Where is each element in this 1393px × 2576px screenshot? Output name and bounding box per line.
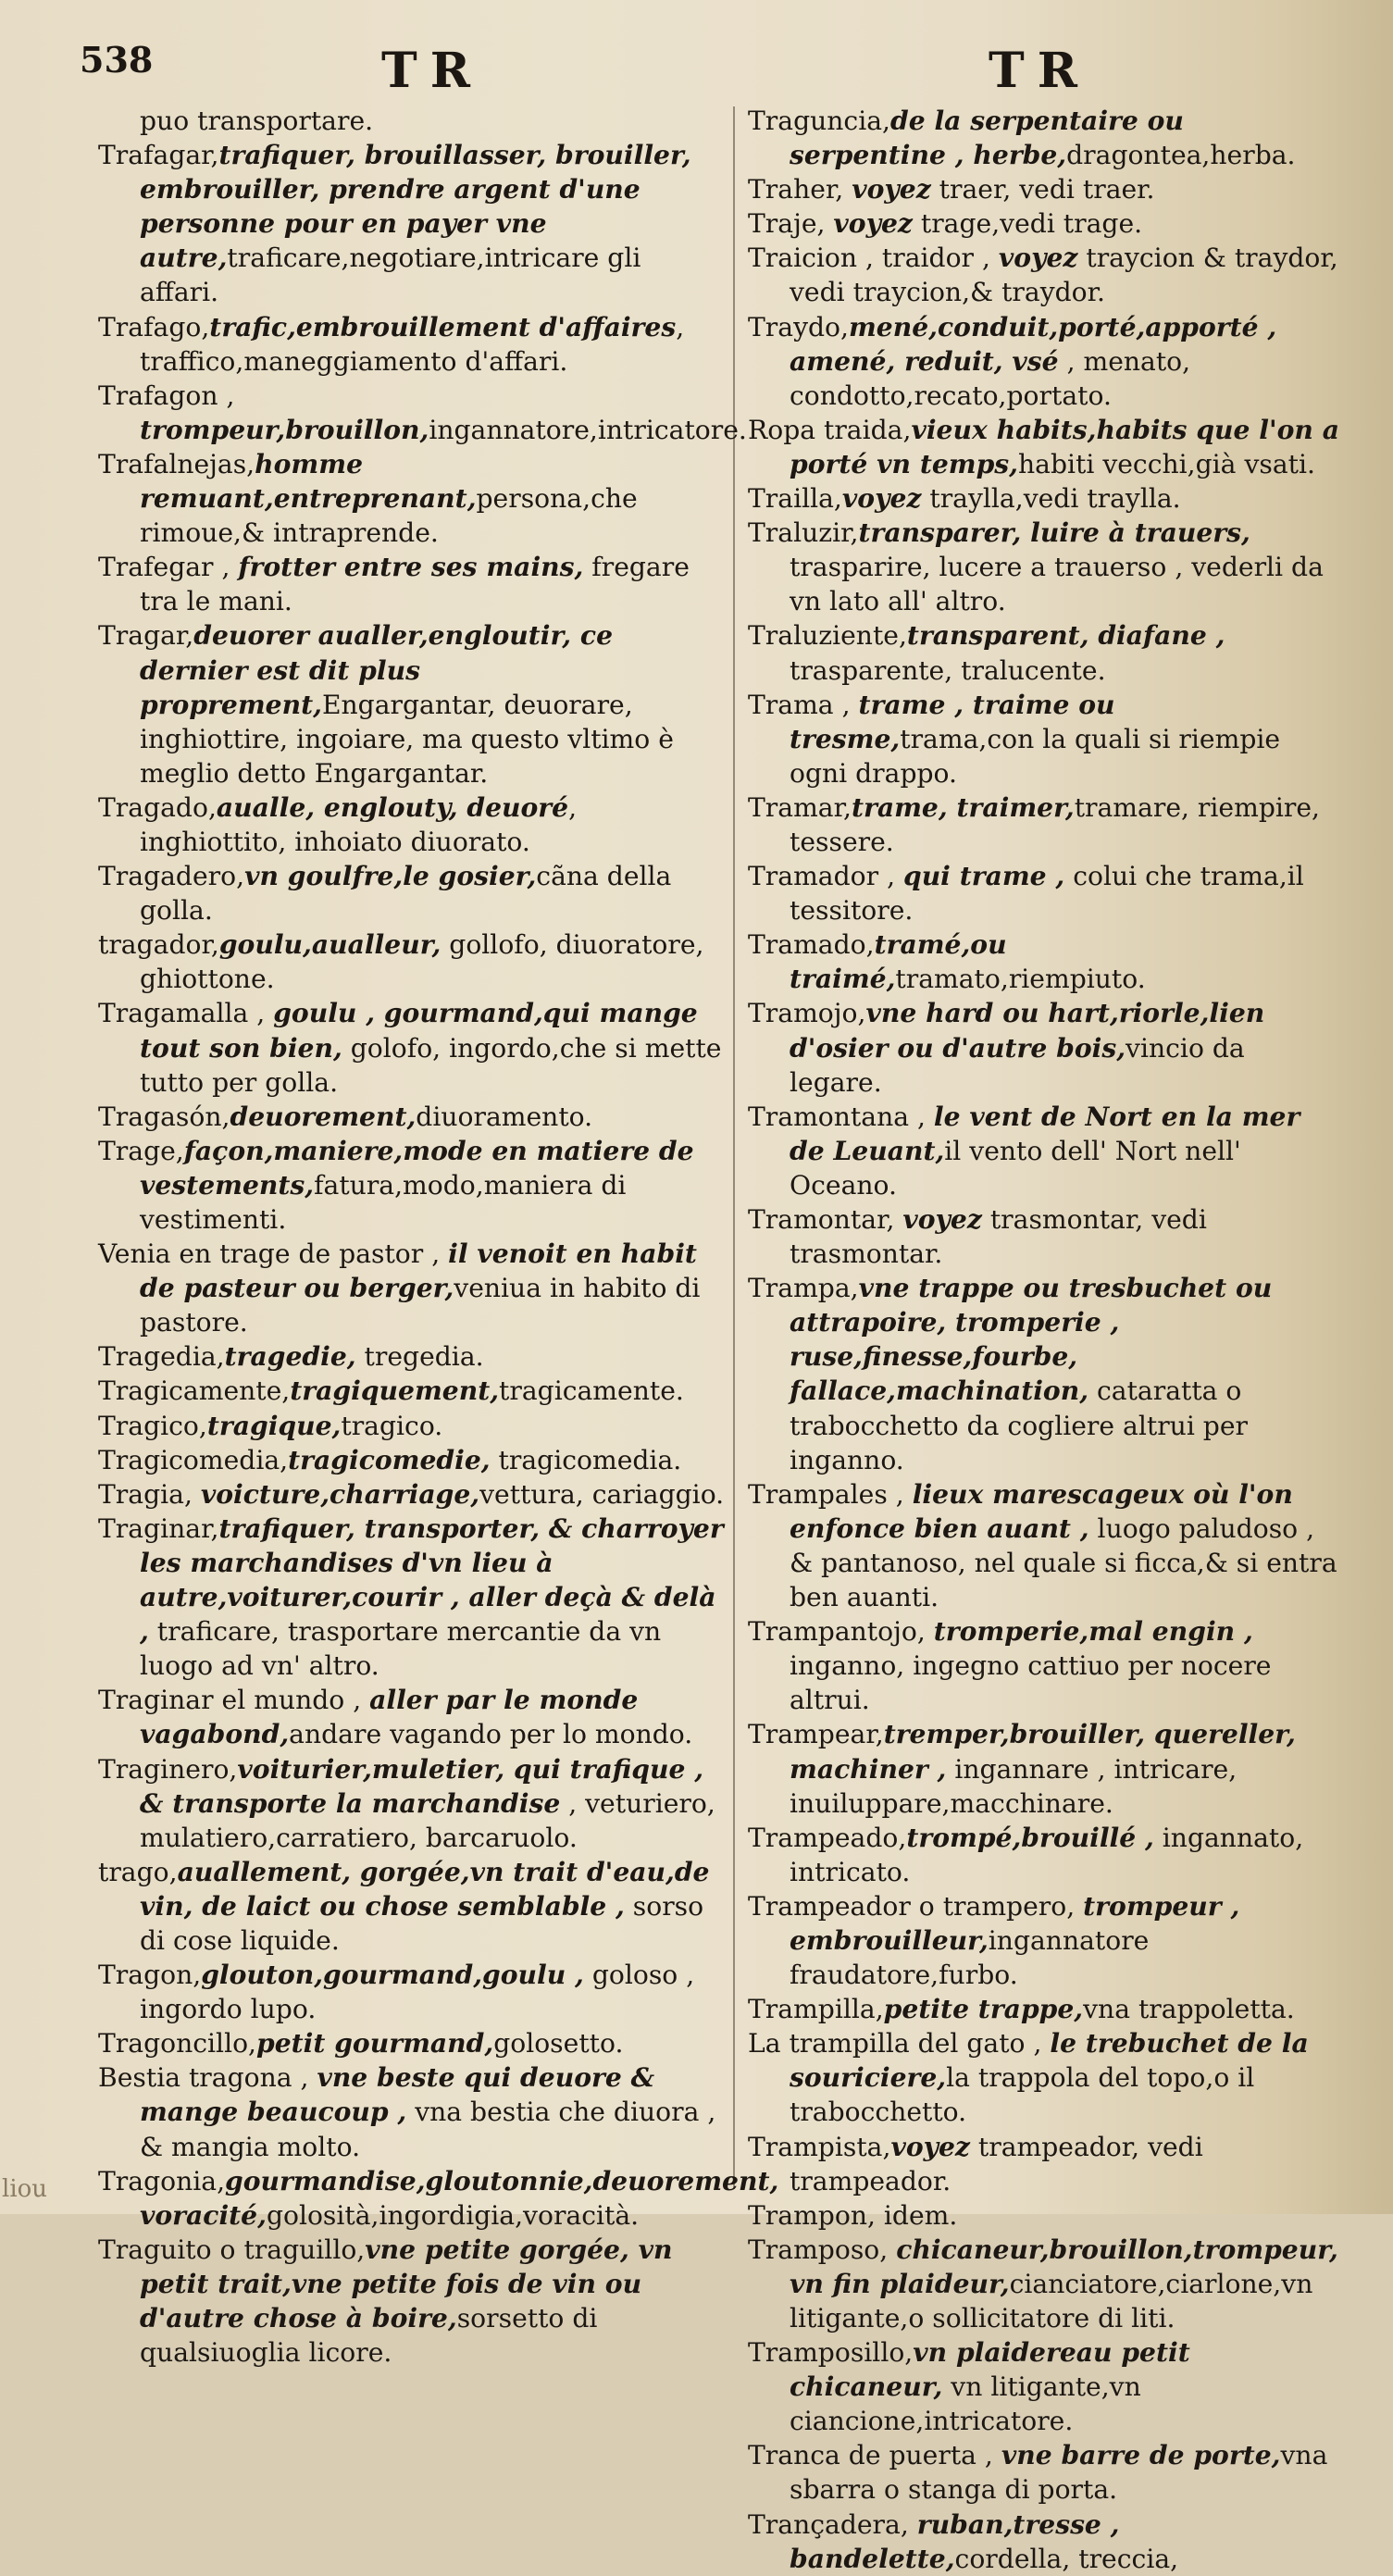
dictionary-entry xyxy=(748,996,1342,1099)
dictionary-entry xyxy=(748,1271,1342,1477)
dictionary-entry xyxy=(748,172,1342,206)
headword: Traginar el mundo , xyxy=(98,1685,370,1716)
italian-gloss: tramato,riempiuto. xyxy=(895,964,1146,995)
headword: Tragia, xyxy=(98,1478,201,1510)
dictionary-entry xyxy=(98,996,728,1099)
headword: Tragico, xyxy=(98,1410,207,1441)
dictionary-entry xyxy=(748,1889,1342,1992)
dictionary-entry xyxy=(748,927,1342,996)
french-gloss: deuorement, xyxy=(230,1101,417,1132)
italian-gloss: la trappola del topo,o il trabocchetto. xyxy=(790,2062,1255,2128)
dictionary-entry xyxy=(98,2026,728,2060)
headword: Trampon, idem. xyxy=(748,2199,958,2231)
french-gloss: tromperie,mal engin , xyxy=(933,1616,1253,1648)
headword: Traluziente, xyxy=(748,620,907,652)
italian-gloss: vettura, cariaggio. xyxy=(479,1478,725,1510)
dictionary-entry xyxy=(748,413,1342,481)
italian-gloss: , veturiero, mulatiero,carratiero, barcaruolo. xyxy=(140,1787,715,1853)
italian-gloss: dragontea,herba. xyxy=(1066,140,1296,171)
french-gloss: trompé,brouillé , xyxy=(906,1822,1154,1853)
french-gloss: voyez xyxy=(833,208,913,240)
headword: Trage, xyxy=(98,1135,184,1166)
italian-gloss: gollofo, diuoratore, ghiottone. xyxy=(140,929,704,995)
dictionary-entry xyxy=(748,2508,1342,2576)
french-gloss: vne barre de porte, xyxy=(1001,2440,1281,2471)
headword: Tragon, xyxy=(98,1960,202,1991)
dictionary-entry xyxy=(748,1821,1342,1889)
headword: Venia en trage de pastor , xyxy=(98,1238,449,1270)
headword: Traguncia, xyxy=(748,106,890,136)
italian-gloss: traficare,negotiare,intricare gli affari. xyxy=(140,243,641,308)
french-gloss: tragiquement, xyxy=(290,1375,500,1407)
french-gloss: voyez xyxy=(841,483,922,515)
italian-gloss: golofo, ingordo,che si mette tutto per golla. xyxy=(140,1032,722,1098)
italian-gloss: golosetto. xyxy=(493,2028,624,2060)
italian-gloss: , traffico,maneggiamento d'affari. xyxy=(140,311,685,377)
dictionary-entry xyxy=(98,447,728,550)
italian-gloss: diuoramento. xyxy=(416,1101,593,1132)
french-gloss: petit gourmand, xyxy=(256,2028,494,2060)
italian-gloss: ingannatore,intricatore. xyxy=(429,414,747,445)
headword: Traginero, xyxy=(98,1753,238,1785)
dictionary-entry xyxy=(98,1855,728,1958)
dictionary-entry xyxy=(98,310,728,379)
dictionary-entry xyxy=(98,1958,728,2026)
page-number: 538 xyxy=(80,39,154,81)
italian-gloss: cataratta o trabocchetto da cogliere altrui per inganno. xyxy=(790,1375,1249,1475)
italian-gloss: trasmontar, vedi trasmontar. xyxy=(790,1204,1207,1270)
french-gloss: voicture,charriage, xyxy=(200,1478,480,1510)
dictionary-entry xyxy=(748,481,1342,516)
dictionary-entry xyxy=(748,1992,1342,2026)
running-head-right: TR xyxy=(989,43,1090,99)
french-gloss: transparer, luire à trauers, xyxy=(858,517,1250,549)
italian-gloss: cãna della golla. xyxy=(140,861,672,927)
headword: Tragadero, xyxy=(98,861,245,892)
headword: Trafagon , xyxy=(98,380,235,411)
dictionary-entry xyxy=(98,1134,728,1237)
french-gloss: voyez xyxy=(890,2131,970,2162)
headword: Trampales , xyxy=(748,1478,913,1510)
italian-gloss: Engargantar, deuorare, inghiottire, ingoiare, ma questo vltimo è meglio detto Engargantar. xyxy=(140,689,674,789)
italian-gloss: ingannato, intricato. xyxy=(790,1822,1304,1887)
french-gloss: voiturier,muletier, qui trafique , & transporte la marchandise xyxy=(140,1753,704,1819)
french-gloss: trompeur,brouillon, xyxy=(140,414,429,445)
french-gloss: ruban,tresse , bandelette, xyxy=(790,2508,1120,2574)
french-gloss: vn plaidereau petit chicaneur, xyxy=(790,2337,1190,2403)
french-gloss: deuorer aualler,engloutir, ce dernier est dit plus proprement, xyxy=(140,620,614,720)
dictionary-entry xyxy=(748,2335,1342,2438)
italian-gloss: vna trappoletta. xyxy=(1083,1994,1295,2025)
italian-gloss: tragicamente. xyxy=(499,1375,684,1407)
dictionary-entry xyxy=(748,1477,1342,1614)
french-gloss: petite trappe, xyxy=(883,1994,1084,2025)
dictionary-entry xyxy=(98,790,728,859)
headword: Traluzir, xyxy=(748,517,859,549)
headword: Tragicomedia, xyxy=(98,1444,289,1475)
italian-gloss: fregare tra le mani. xyxy=(140,552,690,617)
dictionary-entry xyxy=(98,550,728,618)
headword: Ropa traida, xyxy=(748,414,912,445)
italian-gloss: persona,che rimoue,& intraprende. xyxy=(140,483,638,549)
italian-gloss: ingannatore fraudatore,furbo. xyxy=(790,1924,1150,1991)
italian-gloss: , inghiottito, inhoiato diuorato. xyxy=(140,791,578,857)
dictionary-entry xyxy=(748,688,1342,790)
french-gloss: trompeur , embrouilleur, xyxy=(790,1890,1240,1956)
dictionary-entry xyxy=(98,1477,728,1512)
italian-gloss: il vento dell' Nort nell' Oceano. xyxy=(790,1135,1241,1201)
french-gloss: tramé,ou traimé, xyxy=(790,929,1007,995)
italian-gloss: , menato, condotto,recato,portato. xyxy=(790,345,1191,411)
dictionary-entry xyxy=(748,2198,1342,2233)
french-gloss: tragicomedie, xyxy=(288,1444,491,1475)
headword: Trafegar , xyxy=(98,552,239,583)
headword: Trançadera, xyxy=(748,2508,917,2540)
french-gloss: glouton,gourmand,goulu , xyxy=(201,1960,584,1991)
italian-gloss: vna sbarra o stanga di porta. xyxy=(790,2440,1328,2506)
dictionary-entry xyxy=(748,2233,1342,2335)
italian-gloss: inganno, ingegno cattiuo per nocere altrui. xyxy=(790,1650,1272,1716)
dictionary-entry xyxy=(98,1443,728,1477)
headword: Traicion , traidor , xyxy=(748,243,999,274)
dictionary-entry xyxy=(98,1374,728,1408)
italian-gloss: habiti vecchi,già vsati. xyxy=(1018,448,1315,479)
dictionary-entry xyxy=(98,138,728,309)
italian-gloss: tregedia. xyxy=(355,1341,484,1373)
french-gloss: il venoit en habit de pasteur ou berger, xyxy=(140,1238,697,1304)
italian-gloss: traylla,vedi traylla. xyxy=(921,483,1181,515)
dictionary-entry xyxy=(98,1512,728,1683)
dictionary-entry xyxy=(748,618,1342,687)
italian-gloss: vincio da legare. xyxy=(790,1032,1245,1098)
french-gloss: vne trappe ou tresbuchet ou attrapoire, tromperie , ruse,finesse,fourbe, fallace,machination, xyxy=(790,1273,1273,1407)
margin-scrap-text: liou xyxy=(2,2175,48,2203)
french-gloss: trafic,embrouillement d'affaires xyxy=(209,311,677,342)
headword: Tragamalla , xyxy=(98,998,274,1029)
dictionary-entry xyxy=(748,859,1342,927)
headword: Tragedia, xyxy=(98,1341,225,1373)
dictionary-entry xyxy=(748,1202,1342,1271)
italian-gloss: vna bestia che diuora , & mangia molto. xyxy=(140,2097,716,2162)
italian-gloss: traer, vedi traer. xyxy=(930,174,1155,205)
french-gloss: goulu , gourmand,qui mange tout son bien, xyxy=(140,998,698,1064)
headword: Tramado, xyxy=(748,929,875,961)
french-gloss: chicaneur,brouillon,trompeur, vn fin plaideur, xyxy=(790,2234,1338,2299)
italian-gloss: cordella, treccia, xyxy=(954,2543,1179,2574)
french-gloss: frotter entre ses mains, xyxy=(238,552,584,583)
headword: Tramojo, xyxy=(748,998,866,1029)
italian-gloss: golosità,ingordigia,voracità. xyxy=(266,2199,640,2231)
french-gloss: voyez xyxy=(902,1204,982,1235)
headword: trago, xyxy=(98,1856,178,1887)
headword: Trafagar, xyxy=(98,140,219,171)
headword: Trampantojo, xyxy=(748,1616,934,1648)
italian-gloss: tragicomedia. xyxy=(490,1444,682,1475)
french-gloss: voyez xyxy=(998,243,1078,274)
italian-gloss: puo transportare. xyxy=(140,106,374,136)
headword: Tranca de puerta , xyxy=(748,2440,1001,2471)
headword: Tragasón, xyxy=(98,1101,230,1132)
headword: Tramador , xyxy=(748,861,903,892)
italian-gloss: traficare, trasportare mercantie da vn luogo ad vn' altro. xyxy=(140,1616,662,1682)
left-column xyxy=(98,104,779,2370)
dictionary-entry xyxy=(98,2060,728,2163)
headword: Tragado, xyxy=(98,791,217,823)
french-gloss: tragique, xyxy=(206,1410,342,1441)
french-gloss: tragedie, xyxy=(224,1341,356,1373)
headword: Traher, xyxy=(748,174,852,205)
italian-gloss: sorsetto di qualsiuoglia licore. xyxy=(140,2303,598,2369)
dictionary-entry xyxy=(748,206,1342,241)
dictionary-entry xyxy=(98,927,728,996)
french-gloss: vn goulfre,le gosier, xyxy=(244,861,537,892)
dictionary-entry xyxy=(98,2233,728,2370)
headword: Traje, xyxy=(748,208,834,240)
headword: Traginar, xyxy=(98,1512,219,1544)
french-gloss: trafiquer, brouillasser, brouiller, embrouiller, prendre argent d'une personne pour en payer vne autre, xyxy=(140,140,691,274)
italian-gloss: vn litigante,vn ciancione,intricatore. xyxy=(790,2371,1141,2437)
dictionary-entry xyxy=(748,1614,1342,1717)
french-gloss: homme remuant,entreprenant, xyxy=(140,448,477,515)
italian-gloss: colui che trama,il tessitore. xyxy=(790,861,1304,927)
headword: Tramontar, xyxy=(748,1204,903,1235)
italian-gloss: goloso , ingordo lupo. xyxy=(140,1960,695,2025)
dictionary-entry xyxy=(98,618,728,790)
headword: Trampear, xyxy=(748,1719,884,1750)
dictionary-entry xyxy=(98,1683,728,1751)
dictionary-entry xyxy=(748,2438,1342,2507)
french-gloss: le trebuchet de la souriciere, xyxy=(790,2028,1309,2094)
french-gloss: lieux marescageux où l'on enfonce bien auant , xyxy=(790,1478,1293,1544)
french-gloss: qui trame , xyxy=(902,861,1065,892)
headword: Trampa, xyxy=(748,1273,859,1304)
dictionary-entry xyxy=(98,1752,728,1855)
dictionary-entry xyxy=(748,310,1342,413)
french-gloss: voyez xyxy=(852,174,931,205)
headword: Tragicamente, xyxy=(98,1375,291,1407)
french-gloss: aualle, englouty, deuoré xyxy=(216,791,569,823)
headword: Trampista, xyxy=(748,2131,891,2162)
right-column xyxy=(748,104,1342,2576)
french-gloss: trame , traime ou tresme, xyxy=(790,689,1115,754)
italian-gloss: fatura,modo,maniera di vestimenti. xyxy=(140,1169,627,1235)
french-gloss: transparent, diafane , xyxy=(906,620,1225,652)
french-gloss: vieux habits,habits que l'on a porté vn temps, xyxy=(790,414,1339,479)
headword: Bestia tragona , xyxy=(98,2062,317,2094)
dictionary-entry xyxy=(748,2026,1342,2129)
french-gloss: goulu,aualleur, xyxy=(218,929,442,961)
french-gloss: le vent de Nort en la mer de Leuant, xyxy=(790,1101,1300,1166)
running-head-left: TR xyxy=(381,43,483,99)
french-gloss: trame, traimer, xyxy=(851,791,1075,823)
headword: Traydo, xyxy=(748,311,849,342)
french-gloss: tremper,brouiller, quereller, machiner , xyxy=(790,1719,1296,1785)
french-gloss: vne petite gorgée, vn petit trait,vne petite fois de vin ou d'autre chose à boire, xyxy=(140,2234,673,2333)
headword: Tramposo, xyxy=(748,2234,897,2265)
french-gloss: vne beste qui deuore & mange beaucoup , xyxy=(140,2062,655,2128)
dictionary-entry xyxy=(748,241,1342,309)
headword: Trampeado, xyxy=(748,1822,907,1853)
french-gloss: mené,conduit,porté,apporté , amené, reduit, vsé xyxy=(790,311,1277,377)
italian-gloss: luogo paludoso , & pantanoso, nel quale si ficca,& si entra ben auanti. xyxy=(790,1512,1337,1613)
headword: Trampilla, xyxy=(748,1994,884,2025)
italian-gloss: trampeador, vedi trampeador. xyxy=(790,2131,1203,2196)
headword: Trama , xyxy=(748,689,859,720)
headword: Trafag⁠o, xyxy=(98,311,210,342)
headword: Tragoncillo, xyxy=(98,2028,257,2060)
headword: Trafalnejas, xyxy=(98,448,255,479)
headword: La trampilla del gato , xyxy=(748,2028,1051,2060)
french-gloss: gourmandise,gloutonnie,deuorement, voracité, xyxy=(140,2165,779,2231)
italian-gloss: sorso di cose liquide. xyxy=(140,1890,704,1956)
french-gloss: vne hard ou hart,riorle,lien d'osier ou d'autre bois, xyxy=(790,998,1265,1064)
headword: tragador, xyxy=(98,929,219,961)
italian-gloss: ingannare , intricare, inuiluppare,macchinare. xyxy=(790,1753,1238,1819)
italian-gloss: trama,con la quali si riempie ogni drappo. xyxy=(790,723,1281,789)
headword: Tramar, xyxy=(748,791,852,823)
dictionary-entry xyxy=(748,104,1342,172)
dictionary-entry xyxy=(98,2164,779,2233)
dictionary-entry xyxy=(98,1339,728,1374)
headword: Tramposillo, xyxy=(748,2337,914,2369)
dictionary-entry xyxy=(748,1717,1342,1820)
dictionary-entry xyxy=(98,1409,728,1443)
italian-gloss: trasparire, lucere a trauerso , vederli da vn lato all' altro. xyxy=(790,552,1324,617)
italian-gloss: veniua in habito di pastore. xyxy=(140,1273,701,1338)
french-gloss: aller par le monde vagabond, xyxy=(140,1685,639,1750)
headword: Trampeador o trampero, xyxy=(748,1890,1084,1922)
dictionary-entry xyxy=(98,379,747,447)
headword: Trailla, xyxy=(748,483,842,515)
italian-gloss: trage,vedi trage. xyxy=(912,208,1143,240)
italian-gloss: tragico. xyxy=(341,1410,443,1441)
dictionary-entry xyxy=(748,2130,1342,2198)
dictionary-entry xyxy=(98,859,728,927)
dictionary-entry xyxy=(98,104,728,138)
italian-gloss: tramare, riempire, tessere. xyxy=(790,791,1320,857)
french-gloss: trafiquer, transporter, & charroyer les marchandises d'vn lieu à autre,voiturer,courir , aller deçà & delà , xyxy=(140,1512,724,1648)
headword: Tragar, xyxy=(98,620,194,652)
dictionary-entry xyxy=(98,1100,728,1134)
french-gloss: de la serpentaire ou serpentine , herbe, xyxy=(790,106,1184,171)
french-gloss: auallement, gorgée,vn trait d'eau,de vin, de laict ou chose semblable , xyxy=(140,1856,710,1922)
dictionary-entry xyxy=(748,1100,1342,1202)
dictionary-entry xyxy=(748,790,1342,859)
dictionary-entry xyxy=(98,1237,728,1339)
italian-gloss: traycion & traydor, vedi traycion,& traydor. xyxy=(790,243,1338,308)
french-gloss: façon,maniere,mode en matiere de vestements, xyxy=(140,1135,694,1201)
italian-gloss: cianciatore,ciarlone,vn litigante,o sollicitatore di liti. xyxy=(790,2268,1313,2333)
headword: Tramontana , xyxy=(748,1101,934,1132)
dictionary-entry xyxy=(748,516,1342,618)
headword: Tragonia, xyxy=(98,2165,226,2196)
italian-gloss: trasparente, tralucente. xyxy=(790,654,1106,686)
headword: Traguito o traguillo, xyxy=(98,2234,366,2265)
italian-gloss: andare vagando per lo mondo. xyxy=(289,1719,693,1750)
